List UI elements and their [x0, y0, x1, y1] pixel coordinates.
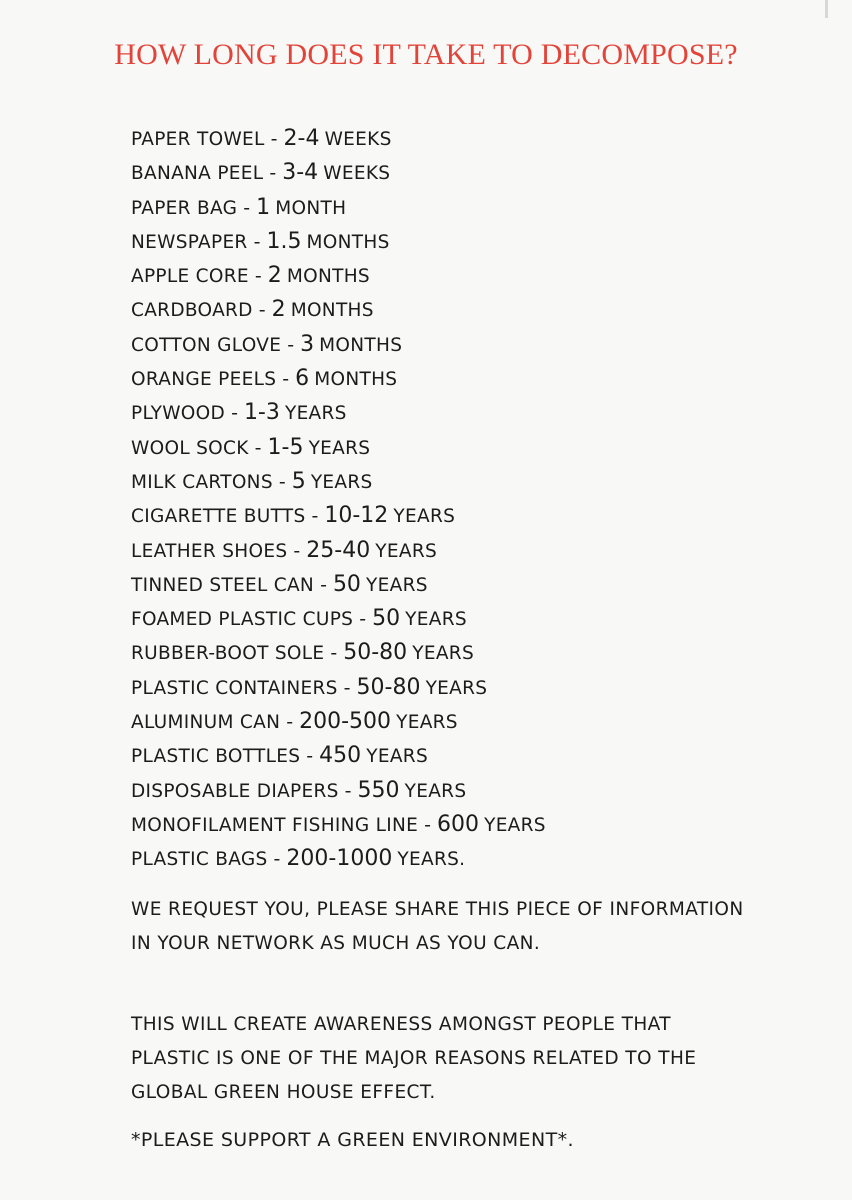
item-name: PLASTIC CONTAINERS: [131, 677, 338, 699]
item-separator: -: [359, 608, 367, 631]
item-unit: YEARS: [405, 609, 467, 631]
item-separator: -: [270, 128, 278, 150]
item-name: PAPER BAG: [131, 197, 238, 219]
item-separator: -: [343, 676, 351, 699]
item-name: PLASTIC BAGS: [131, 849, 268, 871]
item-unit: WEEKS: [323, 163, 391, 185]
item-separator: -: [253, 230, 261, 253]
item-unit: YEARS: [412, 643, 474, 665]
item-unit: MONTHS: [314, 369, 398, 391]
item-name: CARDBOARD: [131, 300, 253, 322]
awareness-paragraph: THIS WILL CREATE AWARENESS AMONGST PEOPLE THAT PLASTIC IS ONE OF THE MAJOR REASONS RELATED TO THE GLOBAL GREEN HOUSE EFFECT.: [131, 1014, 697, 1103]
item-separator: -: [273, 848, 281, 871]
item-duration: 550: [357, 777, 400, 803]
item-name: PLYWOOD: [131, 403, 226, 425]
item-name: DISPOSABLE DIAPERS: [131, 780, 339, 802]
item-duration: 1: [256, 194, 271, 220]
item-unit: YEARS.: [397, 849, 466, 871]
item-separator: -: [258, 299, 266, 322]
item-separator: -: [243, 196, 251, 219]
item-separator: -: [286, 711, 294, 734]
item-separator: -: [293, 539, 301, 562]
item-unit: YEARS: [284, 403, 347, 425]
list-item: [131, 534, 546, 568]
item-name: PLASTIC BOTTLES: [131, 746, 301, 768]
item-duration: 200-1000: [286, 846, 393, 872]
item-unit: MONTH: [275, 197, 347, 219]
item-name: FOAMED PLASTIC CUPS: [131, 609, 354, 631]
item-duration: 1-3: [243, 400, 280, 426]
item-name: ORANGE PEELS: [131, 369, 277, 391]
decomposition-list: [131, 122, 546, 877]
list-item: [131, 842, 546, 876]
item-name: BANANA PEEL: [131, 163, 264, 185]
item-duration: 10-12: [324, 503, 389, 529]
item-name: LEATHER SHOES: [131, 540, 288, 562]
item-unit: YEARS: [484, 814, 546, 836]
item-unit: MONTHS: [319, 334, 403, 356]
list-item: [131, 156, 546, 190]
item-duration: 50-80: [356, 674, 421, 700]
item-duration: 2: [267, 263, 282, 289]
list-item: [131, 774, 546, 808]
item-duration: 450: [319, 743, 362, 769]
list-item: [131, 602, 546, 636]
item-name: MILK CARTONS: [131, 471, 273, 493]
item-name: WOOL SOCK: [131, 437, 249, 459]
list-item: [131, 568, 546, 602]
list-item: [131, 636, 546, 670]
item-separator: -: [311, 505, 319, 528]
item-duration: 1.5: [266, 228, 302, 254]
item-duration: 5: [291, 468, 306, 494]
list-item: [131, 808, 546, 842]
item-name: NEWSPAPER: [131, 231, 248, 253]
item-duration: 3: [300, 331, 315, 357]
item-name: RUBBER-BOOT SOLE: [131, 643, 325, 665]
item-duration: 2: [271, 297, 286, 323]
item-duration: 50-80: [343, 640, 408, 666]
item-duration: 2-4: [283, 126, 320, 151]
item-unit: WEEKS: [324, 129, 392, 150]
item-separator: -: [269, 162, 277, 185]
item-name: MONOFILAMENT FISHING LINE: [131, 814, 419, 836]
list-item: [131, 293, 546, 327]
item-duration: 3-4: [282, 160, 319, 186]
item-separator: -: [254, 436, 262, 459]
item-duration: 50: [332, 571, 361, 597]
item-unit: YEARS: [310, 471, 373, 493]
item-separator: -: [330, 642, 338, 665]
item-name: COTTON GLOVE: [131, 334, 282, 356]
edge-mark: [825, 0, 828, 18]
support-paragraph: *PLEASE SUPPORT A GREEN ENVIRONMENT*.: [131, 1129, 574, 1151]
item-unit: YEARS: [366, 746, 428, 768]
item-unit: MONTHS: [306, 231, 390, 253]
item-unit: YEARS: [396, 712, 458, 734]
list-item: [131, 739, 546, 773]
list-item: [131, 705, 546, 739]
list-item: [131, 259, 546, 293]
page-title: HOW LONG DOES IT TAKE TO DECOMPOSE?: [114, 38, 738, 71]
list-item: [131, 499, 546, 533]
item-unit: MONTHS: [290, 300, 374, 322]
item-duration: 600: [437, 811, 479, 837]
list-item: [131, 465, 546, 499]
item-separator: -: [320, 573, 327, 596]
item-name: PAPER TOWEL: [131, 129, 265, 150]
item-name: TINNED STEEL CAN: [131, 574, 315, 596]
item-name: ALUMINUM CAN: [131, 712, 281, 734]
item-separator: -: [282, 368, 290, 391]
list-item: [131, 328, 546, 362]
item-separator: -: [424, 813, 431, 836]
list-item: [131, 671, 546, 705]
item-name: CIGARETTE BUTTS: [131, 506, 306, 528]
item-separator: -: [278, 470, 286, 493]
item-unit: YEARS: [366, 574, 428, 596]
list-item: [131, 122, 546, 156]
item-unit: YEARS: [425, 677, 488, 699]
item-name: APPLE CORE: [131, 266, 249, 288]
item-unit: YEARS: [393, 506, 456, 528]
item-duration: 200-500: [299, 709, 392, 735]
list-item: [131, 225, 546, 259]
list-item: [131, 191, 546, 225]
item-unit: MONTHS: [286, 266, 370, 288]
item-unit: YEARS: [308, 437, 371, 459]
item-separator: -: [344, 779, 352, 802]
item-separator: -: [254, 265, 262, 288]
item-duration: 1-5: [267, 434, 304, 460]
list-item: [131, 431, 546, 465]
item-separator: -: [287, 333, 295, 356]
item-unit: YEARS: [404, 780, 467, 802]
item-separator: -: [231, 402, 238, 425]
item-duration: 6: [295, 366, 310, 392]
item-duration: 50: [372, 606, 401, 632]
item-duration: 25-40: [306, 537, 371, 563]
list-item: [131, 396, 546, 430]
request-paragraph: WE REQUEST YOU, PLEASE SHARE THIS PIECE OF INFORMATION IN YOUR NETWORK AS MUCH AS YOU CAN.: [131, 899, 744, 954]
list-item: [131, 362, 546, 396]
item-unit: YEARS: [375, 540, 438, 562]
item-separator: -: [306, 745, 314, 768]
